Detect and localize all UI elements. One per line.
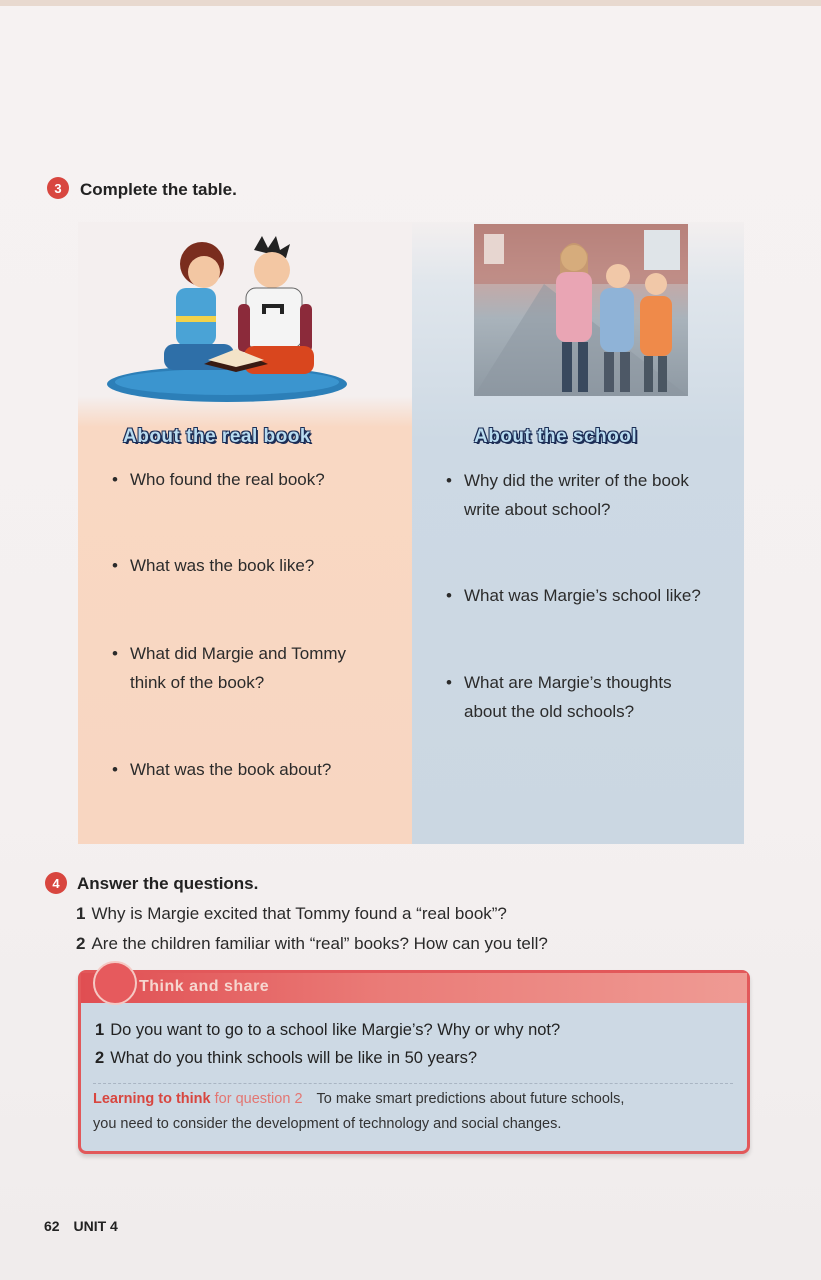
question-number: 1 — [76, 904, 86, 923]
schoolgirls-photo — [474, 224, 688, 396]
question-text: What did Margie and Tommy — [130, 644, 347, 663]
question-text: Do you want to go to a school like Margie’s? Why or why not? — [110, 1021, 561, 1039]
section-3-heading: Complete the table. — [80, 180, 237, 199]
completion-table — [78, 222, 744, 844]
real-book-column — [78, 222, 412, 844]
question-text: Why did the writer of the book — [464, 471, 689, 490]
question-margie-thoughts: • What are Margie’s thoughts about the old schools? — [446, 673, 672, 721]
question-text: Why is Margie excited that Tommy found a “real book”? — [91, 904, 507, 923]
question-book-like: • What was the book like? — [112, 556, 315, 575]
think-question-1 — [95, 1016, 560, 1045]
head-gear-icon — [93, 961, 137, 1005]
question-text: What do you think schools will be like in 50 years? — [110, 1049, 478, 1067]
question-text: Are the children familiar with “real” books? How can you tell? — [91, 934, 548, 953]
section-4-heading: Answer the questions. — [77, 874, 259, 893]
unit-label: UNIT 4 — [73, 1218, 118, 1234]
answer-question-2 — [76, 929, 548, 959]
question-number: 1 — [95, 1021, 105, 1039]
question-why-writer: • Why did the writer of the book write about school? — [446, 471, 689, 519]
question-text-cont: write about school? — [464, 500, 611, 519]
section-4-number-badge: 4 — [45, 872, 67, 894]
question-margie-school: • What was Margie’s school like? — [446, 586, 701, 605]
learning-to-think-note — [93, 1087, 733, 1137]
real-book-column-title: About the real book — [123, 426, 311, 447]
question-margie-tommy-think: • What did Margie and Tommy think of the book? — [112, 644, 347, 692]
question-text: What are Margie’s thoughts — [464, 673, 672, 692]
divider — [93, 1083, 733, 1084]
think-and-share-header — [81, 973, 747, 1003]
learning-to-think-label: Learning to think — [93, 1091, 211, 1107]
school-column-title: About the school — [474, 426, 638, 447]
school-column — [412, 222, 744, 844]
answer-question-1 — [76, 899, 548, 929]
question-text: Who found the real book? — [130, 470, 325, 489]
think-and-share-box — [78, 970, 750, 1154]
think-question-2 — [95, 1044, 477, 1073]
question-who-found-book: • Who found the real book? — [112, 470, 325, 489]
question-text-cont: about the old schools? — [464, 702, 635, 721]
section-4-questions — [76, 899, 548, 959]
question-book-about: • What was the book about? — [112, 760, 332, 779]
think-and-share-title: Think and share — [139, 978, 270, 995]
question-text: What was the book about? — [130, 760, 332, 779]
kids-reading-illustration — [104, 232, 350, 407]
section-3-number-badge: 3 — [47, 177, 69, 199]
question-text: What was the book like? — [130, 556, 315, 575]
question-number: 2 — [76, 934, 86, 953]
learning-to-think-text-1: To make smart predictions about future schools, — [316, 1091, 625, 1107]
question-text-cont: think of the book? — [130, 673, 265, 692]
learning-to-think-for: for question 2 — [214, 1091, 303, 1107]
page-top-edge — [0, 0, 821, 6]
learning-to-think-text-2: you need to consider the development of technology and social changes. — [93, 1116, 562, 1132]
page-number: 62 — [44, 1218, 60, 1234]
question-text: What was Margie’s school like? — [464, 586, 701, 605]
page-footer — [44, 1218, 118, 1234]
question-number: 2 — [95, 1049, 105, 1067]
